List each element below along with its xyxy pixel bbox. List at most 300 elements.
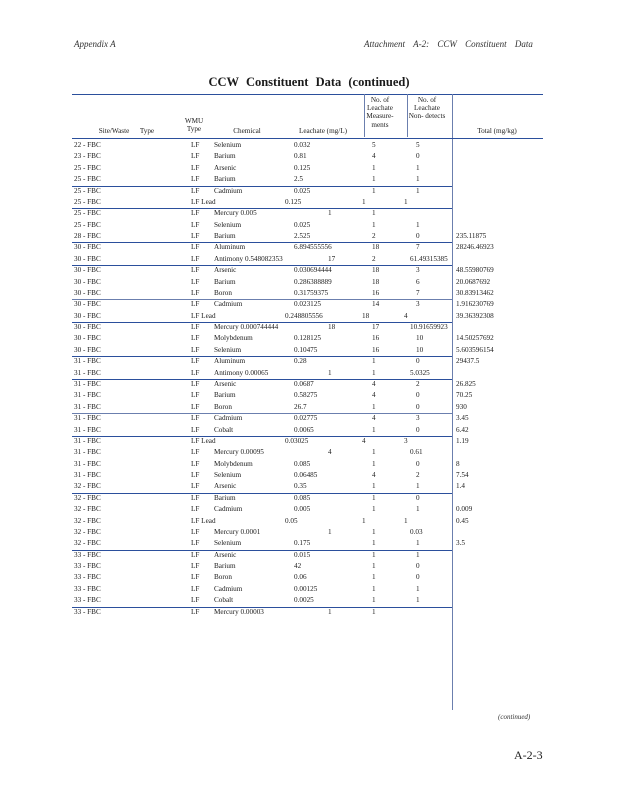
cell-nondetects: 1 xyxy=(416,186,420,195)
table-row xyxy=(0,538,618,549)
cell-measurements: 4 xyxy=(372,414,376,423)
cell-site: 32 - FBC xyxy=(74,493,101,502)
cell-measurements: 4 xyxy=(372,391,376,400)
cell-site: 30 - FBC xyxy=(74,288,101,297)
cell-nondetects: 2 xyxy=(416,379,420,388)
cell-nondetects: 0 xyxy=(416,459,420,468)
col-header-chemical: Chemical xyxy=(233,127,261,135)
cell-nondetects: 0 xyxy=(416,573,420,582)
cell-measurements: 18 xyxy=(372,277,380,286)
cell-wmu-type: LF xyxy=(191,277,200,286)
cell-leachate: 0.025 xyxy=(294,186,311,195)
cell-chemical: Boron xyxy=(214,402,232,411)
cell-chemical: Boron xyxy=(214,288,232,297)
cell-measurements: 1 xyxy=(372,596,376,605)
cell-site: 31 - FBC xyxy=(74,368,101,377)
cell-chemical: Aluminum xyxy=(214,357,246,366)
cell-leachate: 0.030694444 xyxy=(294,266,332,275)
cell-leachate: 0.06485 xyxy=(294,471,318,480)
cell-measurements: 1 xyxy=(372,550,376,559)
cell-nondetects: 3 xyxy=(416,300,420,309)
cell-nondetects: 0 xyxy=(416,357,420,366)
table-row xyxy=(0,561,618,572)
cell-total: 20.0687692 xyxy=(456,277,491,286)
cell-measurements: 1 xyxy=(372,505,376,514)
cell-wmu-type: LF xyxy=(191,254,200,263)
cell-wmu-type: LF xyxy=(191,527,200,536)
cell-nondetects: 0 xyxy=(416,232,420,241)
cell-chemical: Arsenic xyxy=(214,379,237,388)
cell-measurements: 4 xyxy=(328,448,332,457)
cell-chemical: Selenium xyxy=(214,471,242,480)
cell-wmu-type: LF xyxy=(191,368,200,377)
cell-leachate: 6.894555556 xyxy=(294,243,332,252)
cell-leachate: 0.35 xyxy=(294,482,307,491)
cell-measurements: 5 xyxy=(372,141,376,149)
cell-leachate: 0.0025 xyxy=(294,596,314,605)
cell-leachate: 0.31759375 xyxy=(294,288,329,297)
cell-nondetects: 1 xyxy=(416,539,420,548)
cell-chemical: Cadmium xyxy=(214,300,243,309)
cell-site: 30 - FBC xyxy=(74,254,101,263)
cell-leachate: 0.58275 xyxy=(294,391,318,400)
cell-wmu-type: LF xyxy=(191,607,200,616)
cell-wmu-type: LF xyxy=(191,550,200,559)
cell-wmu-type: LF xyxy=(191,334,200,343)
cell-nondetects: 2 xyxy=(372,254,376,263)
cell-measurements: 16 xyxy=(372,288,380,297)
cell-chemical: Arsenic xyxy=(214,482,237,491)
cell-leachate: 0.128125 xyxy=(294,334,321,343)
cell-wmu-chemical: LF Lead xyxy=(191,311,216,320)
cell-total: 26.825 xyxy=(456,379,476,388)
table-row xyxy=(0,151,618,162)
col-header-measurements: No. of Leachate Measure- ments xyxy=(366,96,394,129)
cell-measurements: 1 xyxy=(372,482,376,491)
cell-wmu-type: LF xyxy=(191,459,200,468)
cell-chemical: Boron xyxy=(214,573,232,582)
cell-measurements: 1 xyxy=(328,527,332,536)
cell-site: 31 - FBC xyxy=(74,402,101,411)
cell-nondetects: 1 xyxy=(372,448,376,457)
table-row xyxy=(0,390,618,401)
cell-wmu-type: LF xyxy=(191,414,200,423)
header-bottom-rule xyxy=(72,138,543,139)
cell-nondetects: 0 xyxy=(416,391,420,400)
col-divider xyxy=(407,94,408,137)
col-header-nondetects: No. of Leachate Non- detects xyxy=(408,96,446,121)
table-row xyxy=(0,595,618,606)
cell-site: 28 - FBC xyxy=(74,232,101,241)
cell-site: 30 - FBC xyxy=(74,345,101,354)
cell-site: 33 - FBC xyxy=(74,596,101,605)
cell-wmu-type: LF xyxy=(191,379,200,388)
table-row xyxy=(0,572,618,583)
table-row xyxy=(0,311,618,322)
cell-wmu-type: LF xyxy=(191,243,200,252)
table-row xyxy=(0,333,618,344)
cell-measurements: 18 xyxy=(372,243,380,252)
cell-leachate: 0.015 xyxy=(294,550,311,559)
cell-wmu-type: LF xyxy=(191,152,200,161)
cell-measurements: 4 xyxy=(372,152,376,161)
cell-chemical: Cadmium xyxy=(214,584,243,593)
table-row xyxy=(0,208,618,219)
cell-wmu-chemical: LF Lead xyxy=(191,436,216,445)
cell-wmu-type: LF xyxy=(191,357,200,366)
continued-note: (continued) xyxy=(498,713,531,721)
cell-nondetects: 1 xyxy=(404,197,408,206)
cell-site: 30 - FBC xyxy=(74,311,101,320)
cell-wmu-type: LF xyxy=(191,505,200,514)
table-row xyxy=(0,174,618,185)
cell-site: 25 - FBC xyxy=(74,186,101,195)
cell-site: 33 - FBC xyxy=(74,550,101,559)
table-row xyxy=(0,322,618,333)
col-header-wmu-type: WMU Type xyxy=(184,117,204,134)
cell-measurements: 1 xyxy=(372,402,376,411)
cell-leachate: 42 xyxy=(294,562,302,571)
cell-total: 7.54 xyxy=(456,471,469,480)
cell-site: 32 - FBC xyxy=(74,505,101,514)
col-divider xyxy=(364,94,365,137)
cell-chemical: Molybdenum xyxy=(214,459,253,468)
cell-measurements: 4 xyxy=(362,436,366,445)
cell-wmu-type: LF xyxy=(191,584,200,593)
cell-total: 1.19 xyxy=(456,436,469,445)
cell-chemical: Cobalt xyxy=(214,425,234,434)
cell-chemical: Barium xyxy=(214,493,236,502)
cell-site: 30 - FBC xyxy=(74,300,101,309)
cell-wmu-type: LF xyxy=(191,471,200,480)
table-row xyxy=(0,516,618,527)
table-row xyxy=(0,470,618,481)
cell-site: 32 - FBC xyxy=(74,516,101,525)
cell-leachate: 0.0065 xyxy=(294,425,314,434)
cell-chemical: Molybdenum xyxy=(214,334,253,343)
cell-measurements: 1 xyxy=(372,220,376,229)
cell-site: 31 - FBC xyxy=(74,414,101,423)
cell-total: 1.4 xyxy=(456,482,465,491)
cell-total: 0.03 xyxy=(410,527,423,536)
cell-total: 3.5 xyxy=(456,539,465,548)
cell-nondetects: 7 xyxy=(416,288,420,297)
cell-total: 3.45 xyxy=(456,414,469,423)
cell-wmu-type: LF xyxy=(191,391,200,400)
cell-measurements: 1 xyxy=(328,209,332,218)
cell-leachate: 2.525 xyxy=(294,232,311,241)
table-row xyxy=(0,242,618,253)
cell-leachate: 0.125 xyxy=(294,163,311,172)
table-row xyxy=(0,493,618,504)
cell-leachate: 0.28 xyxy=(294,357,307,366)
cell-chemical: Barium xyxy=(214,152,236,161)
cell-site: 30 - FBC xyxy=(74,277,101,286)
cell-total: 70.25 xyxy=(456,391,473,400)
cell-nondetects: 4 xyxy=(404,311,408,320)
cell-total: 0.009 xyxy=(456,505,473,514)
table-row xyxy=(0,425,618,436)
cell-measurements: 1 xyxy=(362,516,366,525)
cell-leachate: 0.025 xyxy=(294,220,311,229)
table-row xyxy=(0,288,618,299)
cell-measurements: 18 xyxy=(362,311,370,320)
cell-measurements: 1 xyxy=(372,493,376,502)
cell-nondetects: 1 xyxy=(404,516,408,525)
cell-measurements: 14 xyxy=(372,300,380,309)
cell-total: 5.0325 xyxy=(410,368,430,377)
cell-nondetects: 10 xyxy=(416,334,424,343)
cell-chemical: Selenium xyxy=(214,141,242,149)
cell-chemical: Cobalt xyxy=(214,596,234,605)
cell-chemical: Barium xyxy=(214,232,236,241)
cell-nondetects: 7 xyxy=(416,243,420,252)
cell-site: 25 - FBC xyxy=(74,197,101,206)
cell-leachate: 0.02775 xyxy=(294,414,318,423)
cell-chemical: Mercury 0.00095 xyxy=(214,448,264,457)
cell-total: 30.83913462 xyxy=(456,288,494,297)
cell-leachate: 0.175 xyxy=(294,539,311,548)
table-row xyxy=(0,197,618,208)
cell-wmu-type: LF xyxy=(191,323,200,332)
cell-nondetects: 3 xyxy=(416,266,420,275)
table-row xyxy=(0,231,618,242)
col-header-site: Site/Waste xyxy=(98,127,130,135)
cell-measurements: 1 xyxy=(328,607,332,616)
cell-wmu-type: LF xyxy=(191,300,200,309)
cell-wmu-type: LF xyxy=(191,402,200,411)
cell-wmu-type: LF xyxy=(191,288,200,297)
cell-wmu-chemical: LF Lead xyxy=(191,516,216,525)
header-appendix: Appendix A xyxy=(74,39,116,49)
cell-nondetects: 5 xyxy=(416,141,420,149)
cell-total: 235.11875 xyxy=(456,232,487,241)
cell-site: 33 - FBC xyxy=(74,584,101,593)
cell-nondetects: 1 xyxy=(372,209,376,218)
cell-measurements: 18 xyxy=(328,323,336,332)
cell-wmu-type: LF xyxy=(191,448,200,457)
cell-nondetects: 3 xyxy=(404,436,408,445)
cell-measurements: 1 xyxy=(372,562,376,571)
table-row xyxy=(0,265,618,276)
table-row xyxy=(0,436,618,447)
cell-site: 33 - FBC xyxy=(74,607,101,616)
cell-wmu-type: LF xyxy=(191,425,200,434)
cell-nondetects: 1 xyxy=(372,527,376,536)
cell-nondetects: 10 xyxy=(416,345,424,354)
cell-chemical: Cadmium xyxy=(214,505,243,514)
cell-chemical: Antimony 0.548082353 xyxy=(214,254,283,263)
cell-chemical: Mercury 0.000744444 xyxy=(214,323,279,332)
cell-leachate: 0.0687 xyxy=(294,379,314,388)
cell-measurements: 16 xyxy=(372,334,380,343)
cell-site: 32 - FBC xyxy=(74,482,101,491)
cell-nondetects: 1 xyxy=(416,482,420,491)
cell-measurements: 1 xyxy=(372,584,376,593)
cell-site: 31 - FBC xyxy=(74,436,101,445)
table-row xyxy=(0,550,618,561)
cell-total: 5.603596154 xyxy=(456,345,494,354)
table-row xyxy=(0,459,618,470)
cell-chemical: Barium xyxy=(214,277,236,286)
cell-total: 61.49315385 xyxy=(410,254,448,263)
cell-measurements: 1 xyxy=(372,539,376,548)
table-row xyxy=(0,220,618,231)
table-row xyxy=(0,299,618,310)
cell-measurements: 4 xyxy=(372,379,376,388)
cell-chemical: Cadmium xyxy=(214,186,243,195)
cell-leachate: 2.5 xyxy=(294,175,303,184)
cell-site: 25 - FBC xyxy=(74,175,101,184)
cell-site: 25 - FBC xyxy=(74,209,101,218)
cell-nondetects: 1 xyxy=(416,584,420,593)
cell-measurements: 1 xyxy=(372,459,376,468)
page-title: CCW Constituent Data (continued) xyxy=(208,75,410,89)
cell-total: 29437.5 xyxy=(456,357,480,366)
cell-total: 1.916230769 xyxy=(456,300,494,309)
table-row xyxy=(0,447,618,458)
cell-site: 23 - FBC xyxy=(74,152,101,161)
cell-wmu-type: LF xyxy=(191,596,200,605)
cell-wmu-type: LF xyxy=(191,345,200,354)
cell-nondetects: 3 xyxy=(416,414,420,423)
cell-nondetects: 1 xyxy=(416,163,420,172)
cell-chemical: Aluminum xyxy=(214,243,246,252)
page-number: A-2-3 xyxy=(514,748,543,762)
cell-site: 31 - FBC xyxy=(74,379,101,388)
cell-nondetects: 1 xyxy=(372,607,376,616)
cell-nondetects: 0 xyxy=(416,493,420,502)
cell-site: 22 - FBC xyxy=(74,141,101,149)
table-row xyxy=(0,277,618,288)
cell-wmu-type: LF xyxy=(191,266,200,275)
cell-leachate: 0.03025 xyxy=(285,436,309,445)
col-header-type: Type xyxy=(139,127,155,135)
cell-total: 14.50257692 xyxy=(456,334,494,343)
cell-chemical: Mercury 0.00003 xyxy=(214,607,264,616)
cell-site: 31 - FBC xyxy=(74,425,101,434)
cell-site: 30 - FBC xyxy=(74,323,101,332)
cell-site: 31 - FBC xyxy=(74,459,101,468)
table-row xyxy=(0,368,618,379)
cell-chemical: Barium xyxy=(214,175,236,184)
cell-nondetects: 0 xyxy=(416,562,420,571)
cell-measurements: 18 xyxy=(372,266,380,275)
cell-site: 31 - FBC xyxy=(74,391,101,400)
cell-nondetects: 1 xyxy=(416,505,420,514)
cell-measurements: 1 xyxy=(372,425,376,434)
cell-total: 0.45 xyxy=(456,516,469,525)
cell-site: 25 - FBC xyxy=(74,220,101,229)
header-attachment: Attachment A-2: CCW Constituent Data xyxy=(364,39,533,49)
cell-total: 930 xyxy=(456,402,467,411)
cell-wmu-type: LF xyxy=(191,232,200,241)
cell-chemical: Mercury 0.005 xyxy=(214,209,257,218)
cell-measurements: 1 xyxy=(372,163,376,172)
cell-leachate: 0.005 xyxy=(294,505,311,514)
cell-leachate: 0.00125 xyxy=(294,584,318,593)
cell-measurements: 1 xyxy=(328,368,332,377)
cell-leachate: 0.032 xyxy=(294,141,311,149)
cell-site: 32 - FBC xyxy=(74,527,101,536)
table-row xyxy=(0,186,618,197)
table-row xyxy=(0,356,618,367)
cell-nondetects: 6 xyxy=(416,277,420,286)
cell-leachate: 26.7 xyxy=(294,402,307,411)
table-row xyxy=(0,413,618,424)
cell-wmu-chemical: LF Lead xyxy=(191,197,216,206)
cell-wmu-type: LF xyxy=(191,493,200,502)
table-row xyxy=(0,345,618,356)
cell-total: 6.42 xyxy=(456,425,469,434)
cell-nondetects: 1 xyxy=(416,550,420,559)
cell-total: 0.61 xyxy=(410,448,423,457)
cell-site: 30 - FBC xyxy=(74,266,101,275)
cell-leachate: 0.05 xyxy=(285,516,298,525)
cell-site: 30 - FBC xyxy=(74,243,101,252)
cell-leachate: 0.085 xyxy=(294,493,311,502)
cell-chemical: Antimony 0.00065 xyxy=(214,368,269,377)
table-row xyxy=(0,163,618,174)
cell-measurements: 1 xyxy=(362,197,366,206)
cell-wmu-type: LF xyxy=(191,220,200,229)
cell-measurements: 1 xyxy=(372,357,376,366)
cell-wmu-type: LF xyxy=(191,141,200,149)
cell-wmu-type: LF xyxy=(191,562,200,571)
cell-nondetects: 0 xyxy=(416,402,420,411)
cell-measurements: 4 xyxy=(372,471,376,480)
table-row xyxy=(0,584,618,595)
cell-measurements: 1 xyxy=(372,175,376,184)
table-row xyxy=(0,254,618,265)
table-row xyxy=(0,402,618,413)
cell-wmu-type: LF xyxy=(191,573,200,582)
cell-measurements: 1 xyxy=(372,186,376,195)
table-top-rule xyxy=(72,94,543,95)
cell-chemical: Selenium xyxy=(214,345,242,354)
cell-chemical: Barium xyxy=(214,562,236,571)
cell-leachate: 0.10475 xyxy=(294,345,318,354)
cell-chemical: Arsenic xyxy=(214,163,237,172)
cell-nondetects: 1 xyxy=(416,175,420,184)
cell-nondetects: 1 xyxy=(416,596,420,605)
cell-site: 30 - FBC xyxy=(74,334,101,343)
cell-wmu-type: LF xyxy=(191,539,200,548)
cell-nondetects: 1 xyxy=(372,368,376,377)
table-row xyxy=(0,527,618,538)
table-row xyxy=(0,140,618,151)
cell-total: 10.91659923 xyxy=(410,323,448,332)
cell-wmu-type: LF xyxy=(191,175,200,184)
cell-chemical: Cadmium xyxy=(214,414,243,423)
cell-site: 25 - FBC xyxy=(74,163,101,172)
col-header-leachate: Leachate (mg/L) xyxy=(298,127,348,135)
col-header-total: Total (mg/kg) xyxy=(477,127,517,135)
cell-leachate: 0.023125 xyxy=(294,300,321,309)
cell-leachate: 0.286388889 xyxy=(294,277,332,286)
cell-nondetects: 0 xyxy=(416,425,420,434)
cell-wmu-type: LF xyxy=(191,482,200,491)
cell-nondetects: 1 xyxy=(416,220,420,229)
cell-leachate: 0.085 xyxy=(294,459,311,468)
cell-chemical: Selenium xyxy=(214,220,242,229)
cell-measurements: 16 xyxy=(372,345,380,354)
cell-measurements: 1 xyxy=(372,573,376,582)
cell-site: 33 - FBC xyxy=(74,562,101,571)
cell-nondetects: 0 xyxy=(416,152,420,161)
cell-chemical: Mercury 0.0001 xyxy=(214,527,261,536)
cell-chemical: Arsenic xyxy=(214,550,237,559)
